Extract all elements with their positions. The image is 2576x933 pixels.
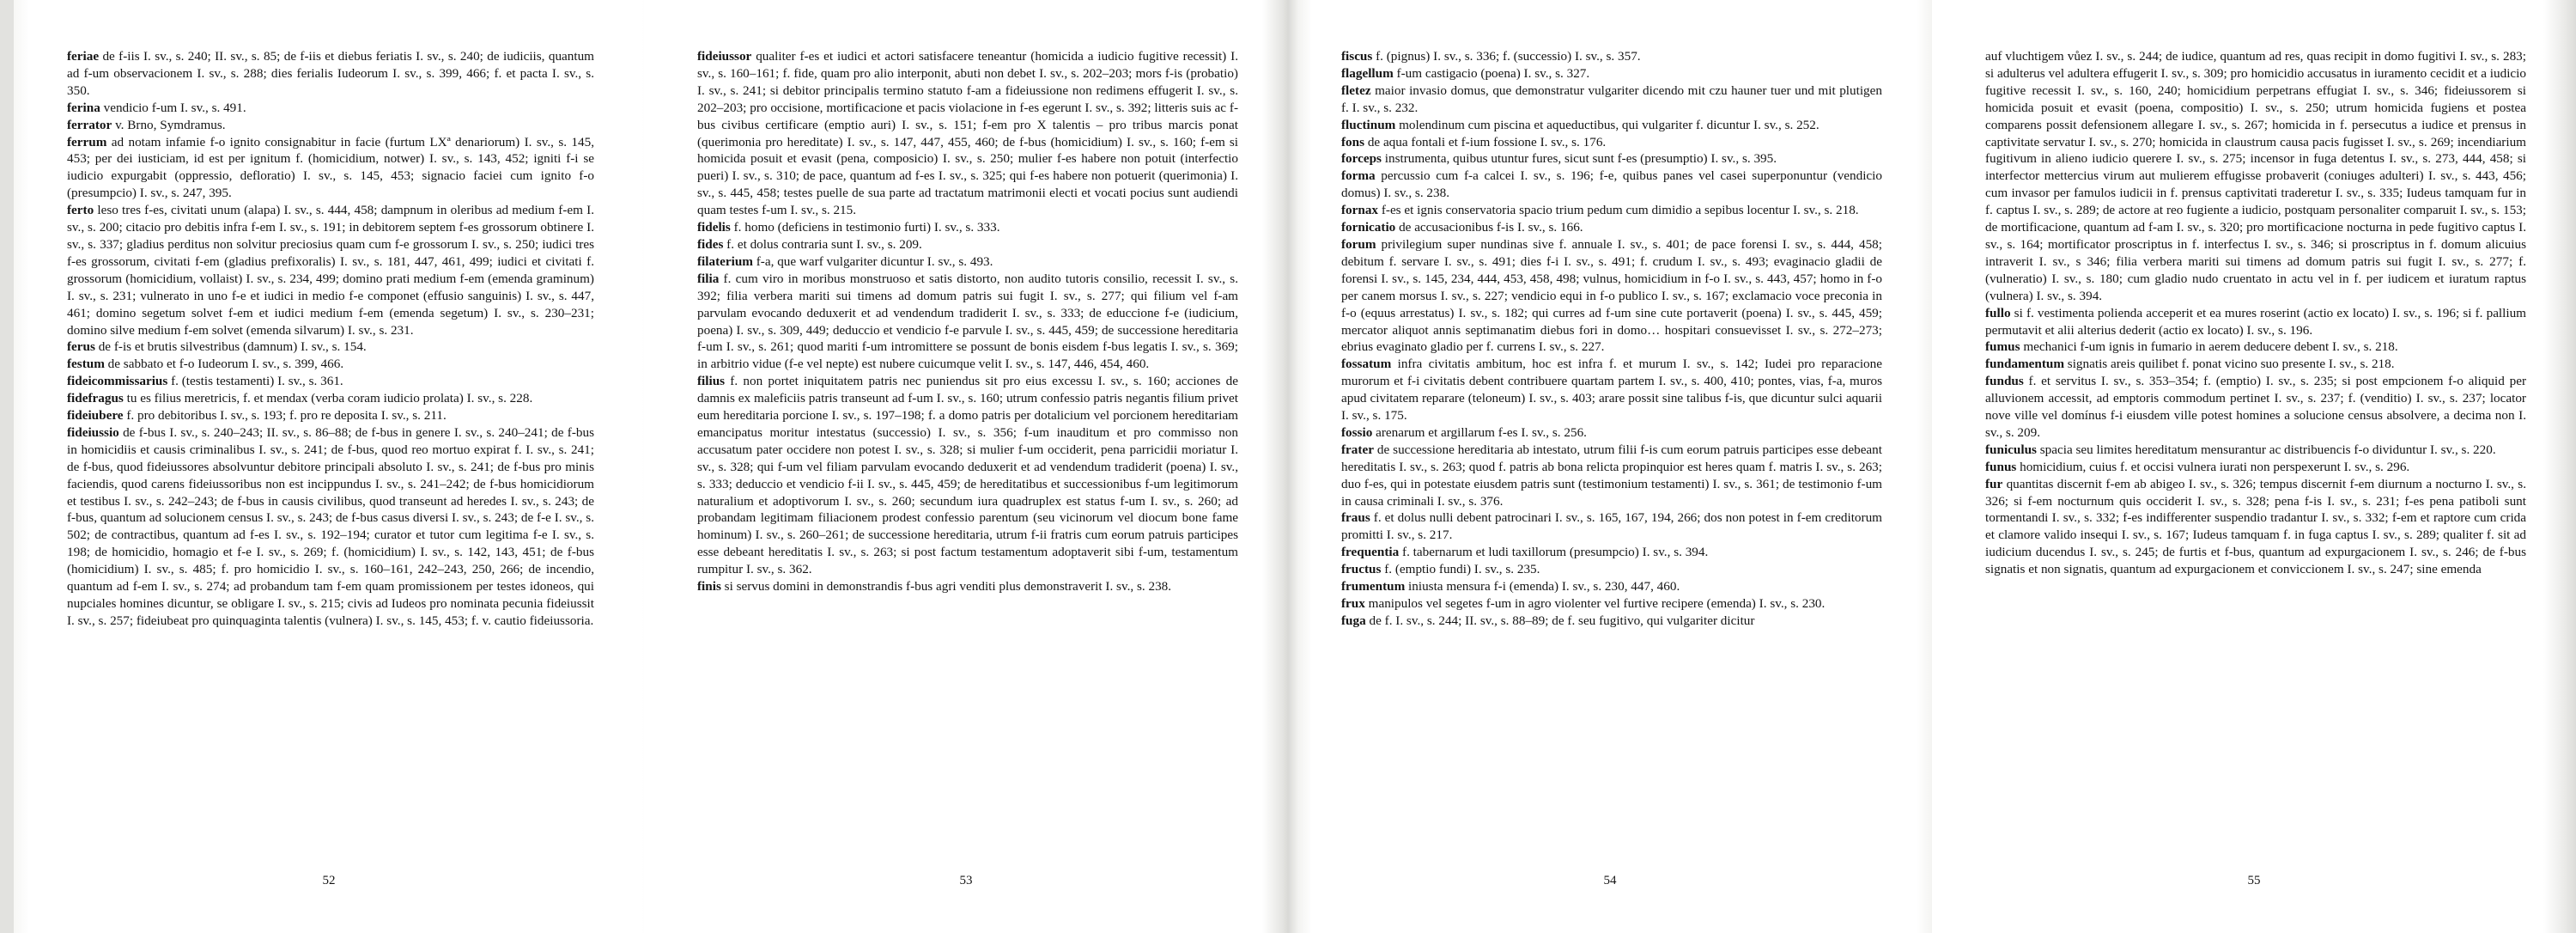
entry-headword: fideiubere bbox=[67, 408, 124, 424]
index-entry bbox=[67, 373, 594, 390]
index-entries bbox=[67, 48, 594, 630]
entry-headword: filaterium bbox=[697, 253, 753, 269]
index-entry bbox=[1985, 356, 2526, 373]
entry-text: quantitas discernit f-em ab abigeo I. sv., s. 326; tempus discernit f-em diurnum a nocturno I. sv., s. 326; si f-em nocturnum quis occiderit I. sv., s. 328; pena f-is I. sv., s. 231; f-es pena patiboli sunt tormentandi I. sv., s. 332; f-es indifferenter suspendio tradantur I. sv., s. 332; f-em et raptore cum crida et clamore valido insequi I. sv., s. 167; Iudeus tamquam f. in fuga captus I. sv., s. 289; qualiter f. sit ad iudicium ducendus I. sv., s. 245; de furtis et f-bus, quantum ad expurgacionem I. sv., s. 246; de f-bus signatis et non signatis, quantum ad expurgacionem et conviccionem I. sv., s. 247; sine emenda bbox=[1985, 476, 2526, 577]
page-54 bbox=[1288, 0, 1932, 933]
entry-text: f. homo (deficiens in testimonio furti) I. sv., s. 333. bbox=[730, 220, 1000, 235]
entry-text: f-a, que warf vulgariter dicuntur I. sv., s. 493. bbox=[752, 253, 993, 269]
entry-headword: fructus bbox=[1341, 562, 1382, 577]
entry-text: ad notam infamie f-o ignito consignabitur in facie (furtum LXª denariorum) I. sv., s. 145, 453; per dei iusticiam, id est per ignitum f. (homicidium, notwer) I. sv., s. 143, 452; igniti f-i se iudicio expurgabit (oppressio, defloratio) I. sv., s. 145, 453; signacio faciei cum ignito f-o (presumpcio) I. sv., s. 247, 395. bbox=[67, 134, 594, 201]
entry-headword: fons bbox=[1341, 134, 1365, 149]
entry-text: infra civitatis ambitum, hoc est infra f. et murum I. sv., s. 142; Iudei pro reparacione murorum et f-i civitatis debent contribuere quartam partem I. sv., s. 400, 410; pontes, vias, f-a, muros apud civitatem reparare (teloneum) I. sv., s. 403; arare possit sine talibus f-is, que dicuntur sulci aquarii I. sv., s. 175. bbox=[1341, 357, 1882, 424]
index-entries bbox=[697, 48, 1238, 595]
page-53 bbox=[644, 0, 1288, 933]
entry-headword: frequentia bbox=[1341, 545, 1400, 560]
entry-text: f-um castigacio (poena) I. sv., s. 327. bbox=[1393, 65, 1590, 81]
entry-text: signatis areis quilibet f. ponat vicino suo presente I. sv., s. 218. bbox=[2064, 357, 2395, 372]
page-number: 55 bbox=[2247, 874, 2261, 887]
entry-text: mechanici f-um ignis in fumario in aerem deducere debent I. sv., s. 218. bbox=[2020, 339, 2398, 355]
index-entry bbox=[1341, 65, 1882, 82]
entry-headword: forum bbox=[1341, 236, 1376, 252]
entry-text: vendicio f-um I. sv., s. 491. bbox=[100, 100, 246, 115]
entry-text: f. pro debitoribus I. sv., s. 193; f. pro re deposita I. sv., s. 211. bbox=[123, 408, 447, 424]
entry-headword: frumentum bbox=[1341, 579, 1406, 595]
entry-text: tu es filius meretricis, f. et mendax (verba coram iudicio prolata) I. sv., s. 228. bbox=[123, 391, 533, 406]
entry-text: de f-bus I. sv., s. 240–243; II. sv., s. 86–88; de f-bus in genere I. sv., s. 240–241; de f-bus in homicidiis et causis criminalibus I. sv., s. 241; de f-bus, quod reo mortuo expirat f. I. sv., s. 241; de f-bus, quod fideiussores absolvuntur debitore principali absoluto I. sv., s. 241; de f-bus pro minis faciendis, quod carens fideiussoribus non est incippundus I. sv., s. 241–242; de f-bus homicidiorum et testibus I. sv., s. 242–243; de f-bus in causis civilibus, quod transeunt ad heredes I. sv., s. 243; de f-bus, quantum ad solucionem census I. sv., s. 243; de f-bus casus diversi I. sv., s. 243; de f-e I. sv., s. 502; de contractibus, quantum ad f-es I. sv., s. 192–194; curator et tutor cum legitima f-e I. sv., s. 198; de homicidio, homagio et f-e I. sv., s. 269; f. (homicidium) I. sv., s. 142, 143, 451; de f-bus (homicidium) I. sv., s. 485; f. pro homicidio I. sv., s. 160–161, 242–243, 250, 266; de incendio, quantum ad f-em I. sv., s. 274; ad probandum tam f-em quam promissionem per testes idoneos, qui nupciales homines dicuntur, se obligare I. sv., s. 215; civis ad Iudeos pro nominata pecunia fideiussit I. sv., s. 257; fideiubeat pro quinquaginta talentis (vulnera) I. sv., s. 145, 453; f. v. cautio fideiussoria. bbox=[67, 424, 594, 628]
index-entry bbox=[697, 48, 1238, 219]
index-entry bbox=[1341, 134, 1882, 151]
index-entry bbox=[1341, 150, 1882, 168]
entry-text: si f. vestimenta polienda acceperit et ea mures roserint (actio ex locato) I. sv., s. 196; si f. pallium permutavit et alii alterius dederit (actio ex locato) I. sv., s. 196. bbox=[1985, 305, 2526, 338]
index-entry bbox=[1341, 578, 1882, 595]
index-entry bbox=[1341, 82, 1882, 117]
entry-text: f. cum viro in moribus monstruoso et satis distorto, non audito tutoris consilio, recessit I. sv., s. 392; filia verbera mariti sui timens ad domum patris sui fugit I. sv., s. 277; qui filium vel f-am parvulam evocando deduxerit et ad vendendum tradiderit I. sv., s. 333; de educcione f-e (iudicium, poena) I. sv., s. 309, 449; deduccio et vendicio f-e parvule I. sv., s. 445, 459; de successione hereditaria f-um I. sv., s. 261; quod mariti f-um intromittere se possunt de bonis eisdem f-bus legatis I. sv., s. 369; in arbitrio vidue (f-e vel nepte) est nubere cuicumque velit I. sv., s. 147, 446, 454, 460. bbox=[697, 271, 1238, 372]
entry-headword: ferrator bbox=[67, 117, 112, 132]
entry-text: f-es et ignis conservatoria spacio trium pedum cum dimidio a sepibus locentur I. sv., s. 218. bbox=[1378, 203, 1859, 218]
entry-headword: finis bbox=[697, 579, 721, 595]
index-entry bbox=[67, 134, 594, 203]
index-entry bbox=[67, 338, 594, 356]
index-entry bbox=[1985, 476, 2526, 578]
entry-headword: filius bbox=[697, 374, 726, 389]
index-entry bbox=[67, 202, 594, 338]
entry-text: spacia seu limites hereditatum mensurantur ac distribuencis f-o dividuntur I. sv., s. 220. bbox=[2036, 442, 2496, 457]
entry-text: f. non portet iniquitatem patris nec puniendus sit pro eius excessu I. sv., s. 160; acciones de damnis ex maleficiis patris transeunt ad f-um I. sv., s. 160; utrum confessio patris negantis filium privet eum hereditaria porcione I. sv., s. 197–198; f. a domo patris per dotalicium vel porcionem hereditariam emancipatus moritur intestatus (successio) I. sv., s. 356; f-um inauditum et pro commisso non accusatum pater occidere non potest I. sv., s. 328; si mulier f-um occiderit, pena parricidii moriatur I. sv., s. 328; qui f-um vel filiam parvulam evocando deduxerit et ad vendendum tradiderit (poena) I. sv., s. 333; deduccio et vendicio f-ii I. sv., s. 445, 459; de hereditatibus et successionibus f-um legitimorum naturalium et adoptivorum I. sv., s. 260; secundum iura quadruplex est status f-um I. sv., s. 260; ad probandam legitimam filiacionem prodest confessio parentum (seu vicinorum vel diocum bone fame hominum) I. sv., s. 260–261; de successione hereditaria, utrum f-ii fratris cum eorum patruis participes esse debeant hereditatis I. sv., s. 263; si post factum testamentum adoptaverit sibi f-um, testamentum rumpitur I. sv., s. 362. bbox=[697, 374, 1238, 577]
index-entry bbox=[1341, 219, 1882, 236]
entry-text: f. tabernarum et ludi taxillorum (presumpcio) I. sv., s. 394. bbox=[1399, 545, 1709, 560]
entry-text: privilegium super nundinas sive f. annuale I. sv., s. 401; de pace forensi I. sv., s. 444, 458; debitum f. servare I. sv., s. 491; dies f-i I. sv., s. 491; f. crudum I. sv., s. 493; evaginacio gladii de forensi I. sv., s. 145, 234, 444, 453, 458, 498; vulnus, homicidium in f-o I. sv., s. 443, 457; homo in f-o per canem morsus I. sv., s. 227; vendicio equi in f-o publico I. sv., s. 167; exclamacio voce preconia in f-o (equus arrestatus) I. sv., s. 182; qui curres ad f-um sine cute portaverit (poena) I. sv., s. 445, 459; mercator aliquot annis septimanatim diebus fori in domo… hospitari consuevisset I. sv., s. 272–273; ebrius evaginato gladio per f. currens I. sv., s. 227. bbox=[1341, 236, 1882, 355]
index-entry bbox=[697, 219, 1238, 236]
entry-text: de accusacionibus f-is I. sv., s. 166. bbox=[1395, 220, 1583, 235]
entry-headword: fossatum bbox=[1341, 357, 1392, 372]
index-entry bbox=[1341, 356, 1882, 424]
index-entry bbox=[67, 48, 594, 100]
page-number: 53 bbox=[959, 874, 973, 887]
page-55 bbox=[1932, 0, 2576, 933]
entry-headword: fraus bbox=[1341, 510, 1370, 526]
index-entry bbox=[1341, 595, 1882, 613]
entry-text: f. et dolus nulli debent patrocinari I. sv., s. 165, 167, 194, 266; dos non potest in f-em creditorum promitti I. sv., s. 217. bbox=[1341, 510, 1882, 543]
entry-headword: flagellum bbox=[1341, 65, 1394, 81]
index-entry bbox=[67, 390, 594, 407]
entry-headword: fur bbox=[1985, 476, 2003, 491]
entry-headword: feriae bbox=[67, 49, 100, 64]
index-entry bbox=[1985, 442, 2526, 459]
entry-headword: fletez bbox=[1341, 82, 1371, 98]
entry-headword: fideicommissarius bbox=[67, 374, 168, 389]
index-entry bbox=[697, 236, 1238, 253]
index-entry bbox=[1985, 338, 2526, 356]
entry-headword: ferina bbox=[67, 100, 100, 115]
entry-headword: fidefragus bbox=[67, 391, 124, 406]
entry-text: manipulos vel segetes f-um in agro violenter vel furtive recipere (emenda) I. sv., s. 230. bbox=[1364, 596, 1826, 611]
entry-headword: fumus bbox=[1985, 339, 2020, 355]
entry-text: molendinum cum piscina et aqueductibus, qui vulgariter f. dicuntur I. sv., s. 252. bbox=[1395, 117, 1820, 132]
index-entry bbox=[1341, 544, 1882, 561]
entry-text: iniusta mensura f-i (emenda) I. sv., s. 230, 447, 460. bbox=[1405, 579, 1680, 595]
entry-headword: funus bbox=[1985, 459, 2017, 474]
index-entry bbox=[67, 356, 594, 373]
index-entry bbox=[1341, 48, 1882, 65]
index-entry bbox=[1341, 442, 1882, 510]
index-entry bbox=[1341, 613, 1882, 630]
entry-headword: festum bbox=[67, 357, 105, 372]
index-entry bbox=[697, 253, 1238, 271]
entry-headword: ferrum bbox=[67, 134, 107, 149]
entry-text: maior invasio domus, que demonstratur vulgariter dicendo mit czu hauner tuer und mit plutigen f. I. sv., s. 232. bbox=[1341, 82, 1882, 115]
index-entry bbox=[67, 407, 594, 424]
entry-headword: fuga bbox=[1341, 613, 1366, 628]
entry-headword: forma bbox=[1341, 168, 1376, 184]
index-entry bbox=[697, 578, 1238, 595]
entry-headword: funiculus bbox=[1985, 442, 2037, 457]
entry-text: de sabbato et f-o Iudeorum I. sv., s. 399, 466. bbox=[104, 357, 344, 372]
entry-text: f. (pignus) I. sv., s. 336; f. (successio) I. sv., s. 357. bbox=[1372, 49, 1641, 64]
entry-headword: fideiussio bbox=[67, 424, 119, 440]
index-entry bbox=[1985, 48, 2526, 305]
entry-text: de aqua fontali et f-ium fossione I. sv., s. 176. bbox=[1364, 134, 1607, 149]
index-entry bbox=[67, 100, 594, 117]
entry-text: instrumenta, quibus utuntur fures, sicut sunt f-es (presumptio) I. sv., s. 395. bbox=[1381, 151, 1777, 167]
index-entry bbox=[67, 424, 594, 630]
entry-headword: fornicatio bbox=[1341, 220, 1396, 235]
entry-headword: fullo bbox=[1985, 305, 2011, 320]
page-52 bbox=[0, 0, 644, 933]
entry-headword: forceps bbox=[1341, 151, 1382, 167]
entry-text: qualiter f-es et iudici et actori satisfacere teneantur (homicida a iudicio fugitive recessit) I. sv., s. 160–161; f. fide, quam pro alio interponit, abuti non debet I. sv., s. 202–203; mors f-is (probatio) I. sv., s. 241; si debitor principalis termino statuto f-am a fideiussione non redimens effugerit I. sv., s. 202–203; pro occisione, mortificacione et pacis violacione in f-es egerunt I. sv., s. 392; litteris suis ac f-bus civibus certificare (emptio auri) I. sv., s. 151; f-em pro X talentis – pro tribus marcis ponat (querimonia pro hereditate) I. sv., s. 147, 447, 455, 460; de f-bus (homicidium) I. sv., s. 160; f-em si homicida posuit et evasit (pena, composicio) I. sv., s. 250; mulier f-es habere non potuit (interfectio pueri) I. sv., s. 310; de pace, quantum ad f-es I. sv., s. 325; qui f-es habere non potuerit (querimonia) I. sv., s. 445, 458; testes puelle de sua parte ad tractatum matrimonii electi et vocati pocius sunt audiendi quam testes f-um I. sv., s. 215. bbox=[697, 49, 1238, 218]
entry-text: de f-is et brutis silvestribus (damnum) I. sv., s. 154. bbox=[94, 339, 367, 355]
index-entry bbox=[697, 271, 1238, 373]
index-entry bbox=[1985, 459, 2526, 476]
entry-text: de f-iis I. sv., s. 240; II. sv., s. 85; de f-iis et diebus feriatis I. sv., s. 240; de iudiciis, quantum ad f-um observacionem I. sv., s. 288; dies ferialis Iudeorum I. sv., s. 399, 466; f. et pacta I. sv., s. 350. bbox=[67, 49, 594, 98]
index-entry bbox=[1341, 117, 1882, 134]
entry-headword: ferus bbox=[67, 339, 95, 355]
index-entries bbox=[1985, 48, 2526, 578]
entry-text: f. et servitus I. sv., s. 353–354; f. (emptio) I. sv., s. 235; si post empcionem f-o aliquid per alluvionem accessit, ad emptoris commodum pertinet I. sv., s. 237; f. (venditio) I. sv., s. 237; locator nove ville vel domínus f-i eiusdem ville potest homines a solucione census absolvere, a decima non I. sv., s. 209. bbox=[1985, 374, 2526, 440]
entry-text: f. (emptio fundi) I. sv., s. 235. bbox=[1381, 562, 1540, 577]
index-entry bbox=[1341, 424, 1882, 442]
entry-text: de f. I. sv., s. 244; II. sv., s. 88–89; de f. seu fugitivo, qui vulgariter dicitur bbox=[1365, 613, 1755, 628]
entry-headword: fluctinum bbox=[1341, 117, 1396, 132]
entry-headword: frater bbox=[1341, 442, 1374, 457]
entry-text: f. (testis testamenti) I. sv., s. 361. bbox=[167, 374, 343, 389]
entry-text: homicidium, cuius f. et occisi vulnera iurati non perspexerunt I. sv., s. 296. bbox=[2016, 459, 2410, 474]
index-entries bbox=[1341, 48, 1882, 630]
page-number: 54 bbox=[1603, 874, 1617, 887]
index-entry bbox=[1341, 561, 1882, 578]
entry-headword: fideiussor bbox=[697, 49, 752, 64]
entry-headword: frux bbox=[1341, 596, 1365, 611]
entry-headword: fundamentum bbox=[1985, 357, 2064, 372]
index-entry bbox=[1341, 202, 1882, 219]
index-entry bbox=[67, 117, 594, 134]
entry-text: arenarum et argillarum f-es I. sv., s. 256. bbox=[1372, 424, 1587, 440]
entry-headword: fidelis bbox=[697, 220, 731, 235]
entry-headword: fundus bbox=[1985, 374, 2024, 389]
entry-text: percussio cum f-a calcei I. sv., s. 196; f-e, quibus panes vel casei superponuntur (vendicio domus) I. sv., s. 238. bbox=[1341, 168, 1882, 201]
entry-text: si servus domini in demonstrandis f-bus agri venditi plus demonstraverit I. sv., s. 238. bbox=[720, 579, 1172, 595]
index-entry bbox=[1985, 373, 2526, 442]
entry-headword: ferto bbox=[67, 203, 94, 218]
entry-headword: fides bbox=[697, 236, 724, 252]
entry-text: de successione hereditaria ab intestato, utrum filii f-is cum eorum patruis participes esse debeant hereditatis I. sv., s. 263; quod f. patris ab bona relicta propinquior est heres quam f. matris I. sv., s. 263; duo f-es, qui in potestate eiusdem patris sunt (testimonium testamenti) I. sv., s. 361; de testimonio f-um in causa criminali I. sv., s. 376. bbox=[1341, 442, 1882, 509]
entry-text: leso tres f-es, civitati unum (alapa) I. sv., s. 444, 458; dampnum in oleribus ad medium f-em I. sv., s. 200; citacio pro debitis infra f-em I. sv., s. 191; in debitorem septem f-es grossorum obtinere I. sv., s. 337; gladius perditus non solvitur preciosius quam cum f-e grossorum I. sv., s. 250; iudici tres f-es grossorum, civitati f-em (gladius prefixoralis) I. sv., s. 181, 447, 461, 499; iudici et civitati f. grossorum (homicidium, vollaist) I. sv., s. 234, 499; domino prati medium f-em (emenda graminum) I. sv., s. 231; vulnerato in uno f-e et iudici in medio f-e componet (effusio sanguinis) I. sv., s. 447, 461; domino segetum solvet f-em et iudici medium f-em (emenda segetum) I. sv., s. 230–231; domino silve medium f-em solvet (emenda silvarum) I. sv., s. 231. bbox=[67, 203, 594, 338]
entry-headword: fornax bbox=[1341, 203, 1379, 218]
page-number: 52 bbox=[322, 874, 336, 887]
index-entry bbox=[1341, 236, 1882, 356]
entry-headword: filia bbox=[697, 271, 720, 286]
entry-headword: fiscus bbox=[1341, 49, 1373, 64]
index-entry bbox=[697, 373, 1238, 578]
entry-headword: fossio bbox=[1341, 424, 1373, 440]
entry-text: v. Brno, Symdramus. bbox=[112, 117, 226, 132]
entry-text: f. et dolus contraria sunt I. sv., s. 209. bbox=[723, 236, 922, 252]
index-entry bbox=[1341, 168, 1882, 202]
index-entry bbox=[1985, 305, 2526, 339]
index-entry bbox=[1341, 509, 1882, 544]
entry-text: auf vluchtigem vůez I. sv., s. 244; de iudice, quantum ad res, quas recipit in domo fugitivi I. sv., s. 283; si adulterus vel adultera effugerit I. sv., s. 309; pro homicidio accusatus in iuramento cecidit et a iudicio fugitive recessit I. sv., s. 160, 240; homicidium perpetrans effugiat I. sv., s. 346; fideiussorem si homicida posuit et evasit (poena, compositio) I. sv., s. 250; utrum homicida fugiens et postea comparens possit defensionem allegare I. sv., s. 267; homicida in f. persecutus a iudice et prensus in captivitate servatur I. sv., s. 270; homicida in claustrum causa pacis fugisset I. sv., s. 269; incendiarium fugitivum in alieno iudicio querere I. sv., s. 275; incensor in fuga detentus I. sv., s. 273, 444, 458; si interfector mettercius virum aut mulierem effugisse probaverit (coniuges adulteri) I. sv., s. 443, 456; cum invasor per famulos iudicii in f. prensus captivitati traderetur I. sv., s. 335; Iudeus tamquam fur in f. captus I. sv., s. 289; de actore at reo fugiente a iudicio, postquam personaliter comparuit I. sv., s. 153; de mortificacione, quantum ad f-am I. sv., s. 320; pro mortificacione nocturna in pede fugitivo captus I. sv., s. 164; mortificator proscriptus in f. interfectus I. sv., s. 346; si proscriptus in f. domum alicuius intraverit I. sv., s 346; filia verbera mariti sui timens ad domum patris sui fugit I. sv., s. 277; f. (vulneratio) I. sv., s. 180; cum gladio nudo cruentato in actu vel in f. per iudicem et iuratum raptus (vulnera) I. sv., s. 394. bbox=[1985, 49, 2526, 303]
